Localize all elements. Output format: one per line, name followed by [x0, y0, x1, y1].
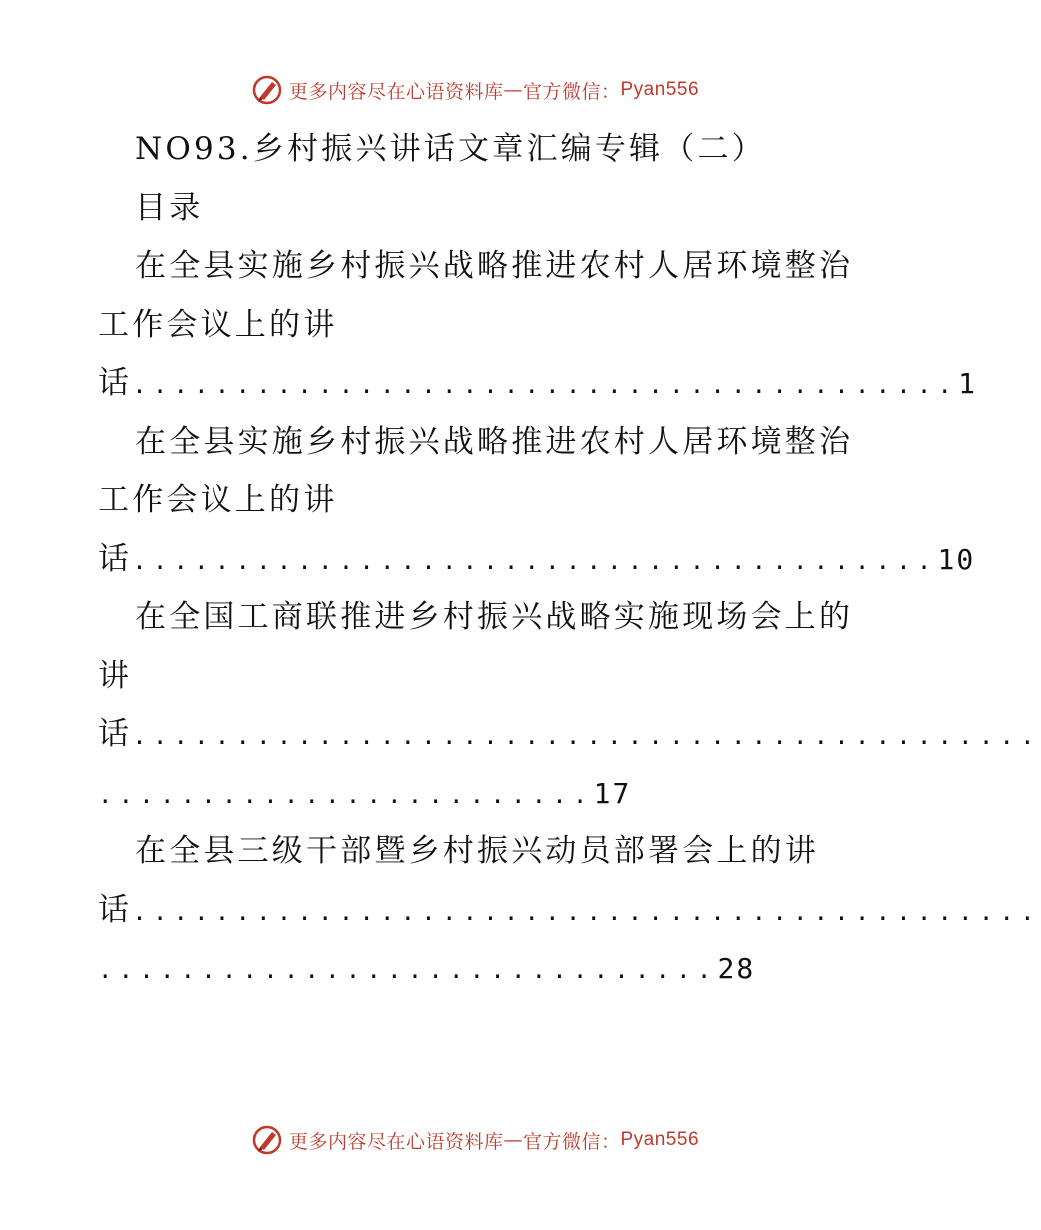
watermark-footer [0, 1120, 950, 1160]
toc-entry-1-leader [98, 354, 978, 413]
toc-entry-1-tail: 话 [98, 365, 133, 401]
toc-entry-3-leader-cont [98, 764, 858, 823]
toc-entry-3-dots: ............................................ [132, 722, 1041, 750]
toc-entry-3-dots-cont: ........................ [98, 780, 594, 809]
toc-entry-1-page: 1 [958, 367, 978, 400]
watermark-header [0, 70, 950, 110]
document-title: NO93.乡村振兴讲话文章汇编专辑（二） [135, 131, 766, 167]
toc-entry-3-page: 17 [593, 776, 632, 810]
toc-entry-4-tail: 话 [98, 891, 133, 928]
toc-entry-2-page: 10 [937, 542, 976, 576]
watermark-dash: — [503, 79, 523, 101]
watermark-brand: 更多内容尽在心语资料库 [288, 1130, 504, 1153]
toc-entry-3-line1: 在全国工商联推进乡村振兴战略实施现场会上的 [135, 599, 854, 635]
toc-entry-1-line1: 在全县实施乡村振兴战略推进农村人居环境整治 [135, 248, 854, 284]
toc-entry-4-dots: ............................................ [132, 897, 1041, 926]
toc-entry-4-leader-cont [98, 939, 858, 998]
toc-entry-1-line2: 工作会议上的讲 [98, 306, 338, 343]
toc-entry-4-page: 28 [717, 952, 756, 985]
watermark-official: 官方微信： [522, 1130, 621, 1153]
watermark-dash: — [503, 1129, 523, 1151]
pen-logo-icon [251, 1124, 283, 1156]
watermark-brand: 更多内容尽在心语资料库 [288, 80, 504, 103]
toc-entry-2-line2: 工作会议上的讲 [98, 482, 338, 518]
toc-entry-4-leader [98, 881, 1041, 940]
watermark-official: 官方微信： [522, 80, 621, 103]
toc-entry-3-line2: 讲 [98, 657, 133, 694]
toc-entry-3-leader [98, 705, 1041, 764]
toc-entry-2-leader [98, 530, 976, 589]
toc-entry-3-tail: 话 [98, 716, 133, 752]
toc-entry-2-line1: 在全县实施乡村振兴战略推进农村人居环境整治 [135, 423, 854, 460]
toc-entry-2-dots: ....................................... [132, 546, 938, 575]
watermark-wechat-id: Pyan556 [620, 79, 700, 100]
toc-entry-4-dots-cont: .............................. [98, 956, 718, 984]
toc-entry-1-dots: ........................................ [132, 371, 959, 399]
document-body [98, 120, 1041, 998]
pen-logo-icon [251, 74, 283, 106]
toc-heading: 目录 [135, 189, 204, 226]
toc-entry-2-tail: 话 [98, 540, 133, 577]
toc-entry-4-line1: 在全县三级干部暨乡村振兴动员部署会上的讲 [135, 833, 819, 869]
watermark-wechat-id: Pyan556 [620, 1129, 700, 1150]
